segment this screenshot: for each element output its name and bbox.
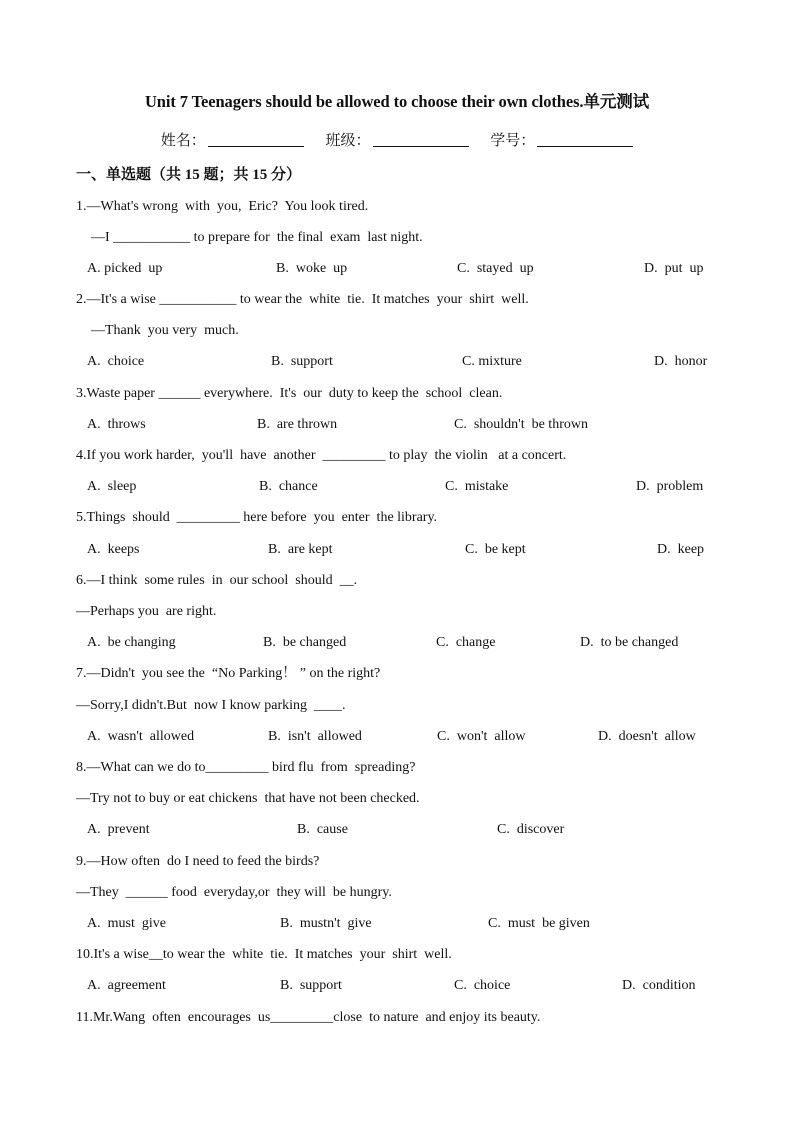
- section-title: 一、单选题（共 15 题；共 15 分）: [76, 167, 302, 183]
- q4-option-a[interactable]: A. sleep: [87, 479, 137, 494]
- question-8-stem: 8.—What can we do to_________ bird flu from spreading?: [76, 760, 416, 775]
- q1-option-b[interactable]: B. woke up: [276, 261, 348, 276]
- q2-option-a[interactable]: A. choice: [87, 354, 145, 369]
- q6-option-a[interactable]: A. be changing: [87, 635, 176, 650]
- question-1-response: —I ___________ to prepare for the final exam last night.: [91, 230, 423, 245]
- student-info: [0, 129, 794, 150]
- question-10-stem: 10.It's a wise__to wear the white tie. It matches your shirt well.: [76, 947, 452, 962]
- q5-option-a[interactable]: A. keeps: [87, 542, 140, 557]
- q8-option-c[interactable]: C. discover: [497, 822, 565, 837]
- question-2-response: —Thank you very much.: [91, 323, 239, 338]
- q7-option-a[interactable]: A. wasn't allowed: [87, 729, 195, 744]
- question-4-stem: 4.If you work harder, you'll have another _________ to play the violin at a concert.: [76, 448, 567, 463]
- q3-option-c[interactable]: C. shouldn't be thrown: [454, 417, 588, 432]
- question-9-stem: 9.—How often do I need to feed the birds?: [76, 854, 320, 869]
- q9-option-b[interactable]: B. mustn't give: [280, 916, 372, 931]
- page-title: Unit 7 Teenagers should be allowed to choose their own clothes.单元测试: [144, 92, 650, 111]
- q2-option-c[interactable]: C. mixture: [462, 354, 522, 369]
- q10-option-d[interactable]: D. condition: [622, 978, 696, 993]
- q6-option-b[interactable]: B. be changed: [263, 635, 347, 650]
- question-7-stem: 7.—Didn't you see the “No Parking！ ” on the right?: [76, 666, 381, 681]
- q10-option-a[interactable]: A. agreement: [87, 978, 166, 993]
- q4-option-d[interactable]: D. problem: [636, 479, 704, 494]
- q5-option-c[interactable]: C. be kept: [465, 542, 526, 557]
- name-label: 姓名：: [160, 133, 206, 149]
- q3-option-b[interactable]: B. are thrown: [257, 417, 338, 432]
- q7-option-c[interactable]: C. won't allow: [437, 729, 526, 744]
- q10-option-b[interactable]: B. support: [280, 978, 342, 993]
- name-blank[interactable]: [208, 132, 304, 147]
- q10-option-c[interactable]: C. choice: [454, 978, 511, 993]
- question-11-stem: 11.Mr.Wang often encourages us_________close to nature and enjoy its beauty.: [76, 1010, 541, 1025]
- q6-option-c[interactable]: C. change: [436, 635, 496, 650]
- q1-option-c[interactable]: C. stayed up: [457, 261, 534, 276]
- q9-option-c[interactable]: C. must be given: [488, 916, 590, 931]
- q8-option-b[interactable]: B. cause: [297, 822, 348, 837]
- question-1-stem: 1.—What's wrong with you, Eric? You look tired.: [76, 199, 369, 214]
- q6-option-d[interactable]: D. to be changed: [580, 635, 679, 650]
- question-9-response: —They ______ food everyday,or they will be hungry.: [76, 885, 392, 900]
- number-blank[interactable]: [537, 132, 633, 147]
- q7-option-b[interactable]: B. isn't allowed: [268, 729, 362, 744]
- q4-option-b[interactable]: B. chance: [259, 479, 318, 494]
- q2-option-b[interactable]: B. support: [271, 354, 333, 369]
- q8-option-a[interactable]: A. prevent: [87, 822, 150, 837]
- class-blank[interactable]: [373, 132, 469, 147]
- question-3-stem: 3.Waste paper ______ everywhere. It's our duty to keep the school clean.: [76, 386, 503, 401]
- question-2-stem: 2.—It's a wise ___________ to wear the white tie. It matches your shirt well.: [76, 292, 529, 307]
- q7-option-d[interactable]: D. doesn't allow: [598, 729, 696, 744]
- q1-option-a[interactable]: A. picked up: [87, 261, 163, 276]
- q5-option-d[interactable]: D. keep: [657, 542, 705, 557]
- question-7-response: —Sorry,I didn't.But now I know parking ____.: [76, 698, 346, 713]
- question-5-stem: 5.Things should _________ here before you enter the library.: [76, 510, 438, 525]
- number-label: 学号：: [490, 133, 536, 149]
- q5-option-b[interactable]: B. are kept: [268, 542, 333, 557]
- q2-option-d[interactable]: D. honor: [654, 354, 708, 369]
- q1-option-d[interactable]: D. put up: [644, 261, 704, 276]
- q3-option-a[interactable]: A. throws: [87, 417, 146, 432]
- question-6-response: —Perhaps you are right.: [76, 604, 217, 619]
- q4-option-c[interactable]: C. mistake: [445, 479, 509, 494]
- q9-option-a[interactable]: A. must give: [87, 916, 166, 931]
- question-6-stem: 6.—I think some rules in our school should __.: [76, 573, 358, 588]
- class-label: 班级：: [325, 133, 371, 149]
- question-8-response: —Try not to buy or eat chickens that have not been checked.: [76, 791, 420, 806]
